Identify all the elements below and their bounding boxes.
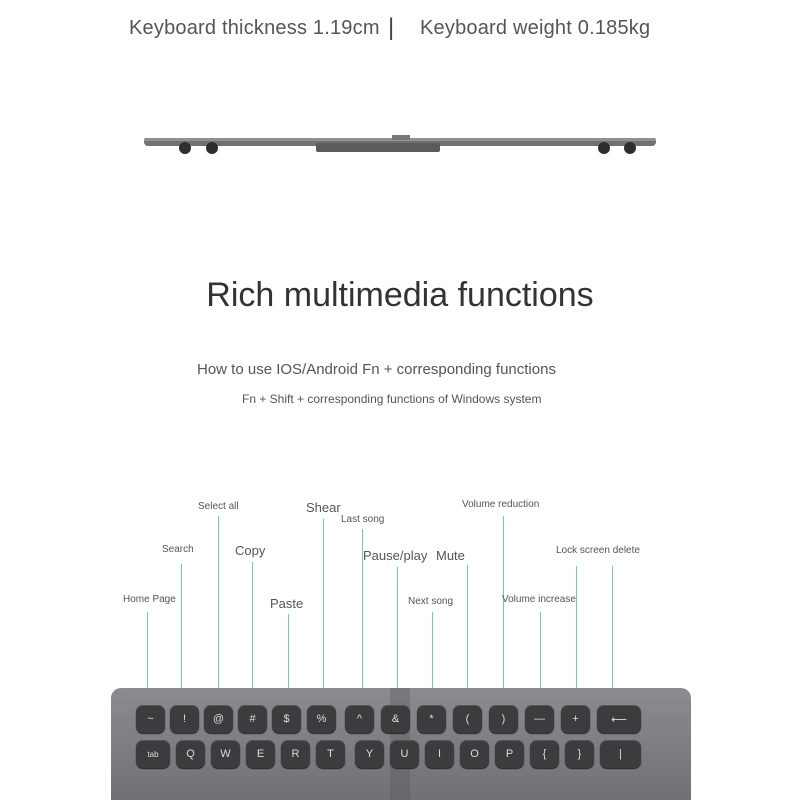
callout-line-shear bbox=[323, 519, 324, 704]
key-r: R bbox=[281, 740, 310, 768]
key-7: & bbox=[381, 705, 410, 733]
callout-line-delete bbox=[612, 566, 613, 704]
key-i: I bbox=[425, 740, 454, 768]
section-heading: Rich multimedia functions bbox=[206, 276, 594, 314]
callout-shear: Shear bbox=[306, 500, 341, 515]
callout-line-volume-reduction bbox=[503, 516, 504, 704]
spec-separator: | bbox=[388, 14, 395, 41]
key-6: ^ bbox=[345, 705, 374, 733]
callout-line-copy bbox=[252, 562, 253, 704]
key-2: @ bbox=[204, 705, 233, 733]
key-5: % bbox=[307, 705, 336, 733]
key-0: ) bbox=[489, 705, 518, 733]
key-t: T bbox=[316, 740, 345, 768]
callout-line-pause-play bbox=[397, 567, 398, 704]
key-pipe: | bbox=[600, 740, 641, 768]
callout-paste: Paste bbox=[270, 596, 304, 611]
callout-next-song: Next song bbox=[408, 596, 454, 607]
thickness-spec: Keyboard thickness 1.19cm bbox=[129, 17, 380, 39]
callout-search: Search bbox=[162, 544, 194, 555]
key-w: W bbox=[211, 740, 240, 768]
key-y: Y bbox=[355, 740, 384, 768]
key-8: * bbox=[417, 705, 446, 733]
weight-spec: Keyboard weight 0.185kg bbox=[420, 17, 651, 39]
key-4: $ bbox=[272, 705, 301, 733]
keyboard-side-profile-image bbox=[140, 130, 660, 156]
key-open-brace: { bbox=[530, 740, 559, 768]
callout-mute: Mute bbox=[436, 548, 465, 563]
callout-line-search bbox=[181, 564, 182, 704]
callout-line-mute bbox=[467, 565, 468, 704]
key-minus: — bbox=[525, 705, 554, 733]
key-o: O bbox=[460, 740, 489, 768]
callout-pause-play: Pause/play bbox=[363, 548, 428, 563]
callout-copy: Copy bbox=[235, 543, 266, 558]
callout-volume-increase: Volume increase bbox=[502, 594, 576, 605]
callout-last-song: Last song bbox=[341, 514, 385, 525]
key-3: # bbox=[238, 705, 267, 733]
windows-instructions: Fn + Shift + corresponding functions of Windows system bbox=[242, 392, 542, 406]
key-q: Q bbox=[176, 740, 205, 768]
key-e: E bbox=[246, 740, 275, 768]
key-tilde: ~ bbox=[136, 705, 165, 733]
callout-volume-reduction: Volume reduction bbox=[462, 499, 540, 510]
key-tab: tab bbox=[136, 740, 170, 768]
key-u: U bbox=[390, 740, 419, 768]
ios-instructions: How to use IOS/Android Fn + corresponding functions bbox=[197, 361, 556, 378]
callout-select-all: Select all bbox=[198, 501, 239, 512]
key-close-brace: } bbox=[565, 740, 594, 768]
callout-lock-screen-delete: Lock screen delete bbox=[556, 545, 640, 556]
key-plus: + bbox=[561, 705, 590, 733]
key-1: ! bbox=[170, 705, 199, 733]
callout-home-page: Home Page bbox=[123, 594, 176, 605]
key-backspace: ⟵ bbox=[597, 705, 641, 733]
callout-line-select-all bbox=[218, 516, 219, 704]
key-p: P bbox=[495, 740, 524, 768]
callout-line-lock-screen bbox=[576, 566, 577, 704]
key-9: ( bbox=[453, 705, 482, 733]
